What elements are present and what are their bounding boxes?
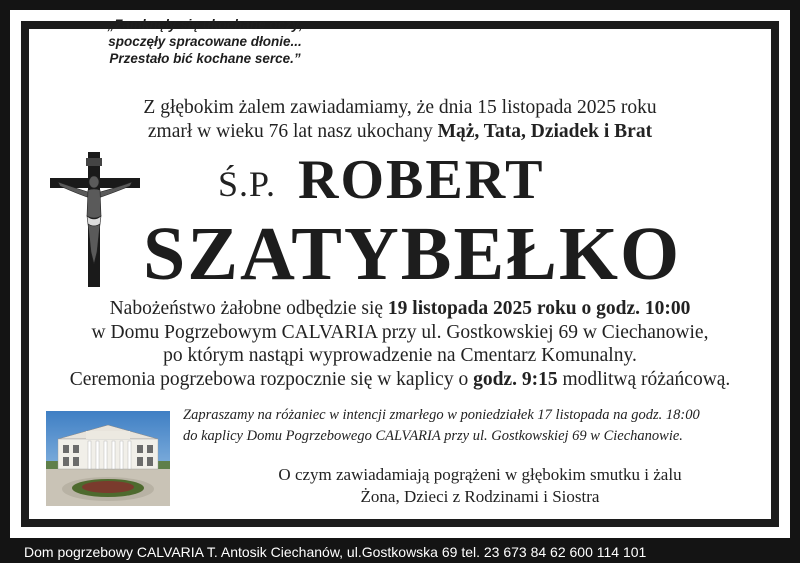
quote-line: „Zamknęły się ukochane oczy, [107, 17, 303, 32]
details-text: Nabożeństwo żałobne odbędzie się [109, 298, 388, 319]
announcement-intro [0, 96, 800, 144]
quote-line: Przestało bić kochane serce.” [109, 51, 301, 66]
rosary-line: Zapraszamy na różaniec w intencji zmarłego w poniedziałek 17 listopada na godz. 18:00 [183, 407, 700, 423]
quote-line: spoczęły spracowane dłonie... [108, 34, 302, 49]
name-prefix: Ś.P. [218, 164, 277, 204]
funeral-home-footer: Dom pogrzebowy CALVARIA T. Antosik Ciechanów, ul.Gostkowska 69 tel. 23 673 84 62 600 114 101 [0, 541, 800, 563]
family-relations: Mąż, Tata, Dziadek i Brat [437, 121, 653, 142]
memorial-quote [60, 16, 350, 67]
details-line: w Domu Pogrzebowym CALVARIA przy ul. Gostkowskiej 69 w Ciechanowie, [91, 321, 709, 343]
intro-text: zmarł w wieku 76 lat nasz ukochany [147, 121, 438, 142]
mourners-line: O czym zawiadamiają pogrążeni w głębokim smutku i żalu [278, 465, 682, 484]
mourners-line: Żona, Dzieci z Rodzinami i Siostra [360, 487, 600, 506]
details-text: Ceremonia pogrzebowa rozpocznie się w kaplicy o [69, 368, 474, 390]
funeral-details [0, 297, 800, 391]
deceased-surname: SZATYBEŁKO [143, 212, 682, 296]
crucifix-icon [50, 152, 140, 287]
ceremony-time: godz. 9:15 [473, 368, 558, 390]
details-line [0, 368, 800, 392]
rosary-line: do kaplicy Domu Pogrzebowego CALVARIA przy ul. Gostkowskiej 69 w Ciechanowie. [183, 428, 683, 444]
mourners-notice [0, 464, 800, 508]
rosary-invitation [183, 405, 700, 447]
intro-line: Z głębokim żalem zawiadamiamy, że dnia 15 listopada 2025 roku [143, 97, 657, 118]
intro-line [0, 120, 800, 144]
details-line [0, 297, 800, 321]
details-text: modlitwą różańcową. [557, 368, 731, 390]
details-line: po którym nastąpi wyprowadzenie na Cmentarz Komunalny. [163, 345, 637, 366]
deceased-first-name: ROBERT [298, 149, 545, 211]
service-datetime: 19 listopada 2025 roku o godz. 10:00 [387, 298, 691, 319]
